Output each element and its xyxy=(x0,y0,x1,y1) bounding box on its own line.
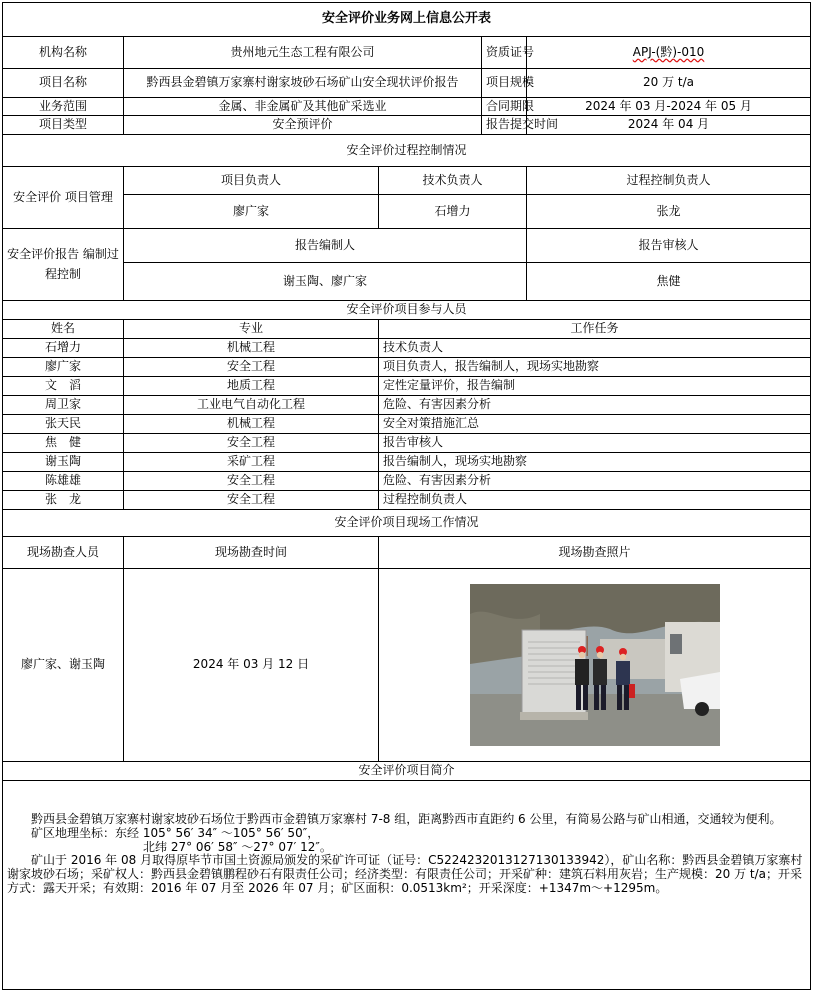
table-row xyxy=(3,453,811,472)
col-task: 工作任务 xyxy=(379,320,811,339)
project-name-value: 黔西县金碧镇万家寨村谢家坡砂石场矿山安全现状评价报告 xyxy=(124,69,482,98)
participant-task: 定性定量评价，报告编制 xyxy=(379,377,811,396)
table-row xyxy=(3,415,811,434)
org-value: 贵州地元生态工程有限公司 xyxy=(124,37,482,69)
participants-header: 安全评价项目参与人员 xyxy=(3,301,811,320)
page-title: 安全评价业务网上信息公开表 xyxy=(3,3,811,37)
participant-major: 地质工程 xyxy=(124,377,379,396)
contract-label: 合同期限 xyxy=(482,98,527,116)
pc-value: 张龙 xyxy=(527,195,811,229)
intro-coordinates-north: 北纬 27° 06′ 58″ ～27° 07′ 12″。 xyxy=(143,839,332,854)
participant-major: 采矿工程 xyxy=(124,453,379,472)
participant-task: 报告审核人 xyxy=(379,434,811,453)
table-row xyxy=(3,339,811,358)
mgmt-label: 安全评价 项目管理 xyxy=(3,167,124,229)
process-header: 安全评价过程控制情况 xyxy=(3,135,811,167)
participant-major: 工业电气自动化工程 xyxy=(124,396,379,415)
participant-major: 安全工程 xyxy=(124,491,379,510)
participant-major: 安全工程 xyxy=(124,472,379,491)
reviewer-label: 报告审核人 xyxy=(527,229,811,263)
participant-major: 机械工程 xyxy=(124,339,379,358)
participant-task: 危险、有害因素分析 xyxy=(379,396,811,415)
participant-name: 石增力 xyxy=(3,339,124,358)
participant-task: 危险、有害因素分析 xyxy=(379,472,811,491)
project-name-label: 项目名称 xyxy=(3,69,124,98)
reviewer-value: 焦健 xyxy=(527,263,811,301)
col-photo: 现场勘查照片 xyxy=(379,537,811,569)
pm-value: 廖广家 xyxy=(124,195,379,229)
participant-name: 文 滔 xyxy=(3,377,124,396)
tech-value: 石增力 xyxy=(379,195,527,229)
pc-label: 过程控制负责人 xyxy=(527,167,811,195)
col-name: 姓名 xyxy=(3,320,124,339)
participant-task: 安全对策措施汇总 xyxy=(379,415,811,434)
scale-value: 20 万 t/a xyxy=(527,69,811,98)
contract-value: 2024 年 03 月-2024 年 05 月 xyxy=(527,98,811,116)
participant-name: 谢玉陶 xyxy=(3,453,124,472)
submit-label: 报告提交时间 xyxy=(482,116,527,135)
site-header: 安全评价项目现场工作情况 xyxy=(3,510,811,537)
participant-name: 廖广家 xyxy=(3,358,124,377)
participant-major: 安全工程 xyxy=(124,434,379,453)
table-row xyxy=(3,358,811,377)
type-value: 安全预评价 xyxy=(124,116,482,135)
scope-value: 金属、非金属矿及其他矿采选业 xyxy=(124,98,482,116)
intro-coordinates-east: 矿区地理坐标：东经 105° 56′ 34″ ～105° 56′ 50″， xyxy=(31,825,320,840)
col-major: 专业 xyxy=(124,320,379,339)
table-row xyxy=(3,377,811,396)
site-time: 2024 年 03 月 12 日 xyxy=(124,569,379,762)
submit-value: 2024 年 04 月 xyxy=(527,116,811,135)
participant-name: 张天民 xyxy=(3,415,124,434)
report-label: 安全评价报告 编制过程控制 xyxy=(3,229,124,301)
participant-major: 机械工程 xyxy=(124,415,379,434)
author-value: 谢玉陶、廖广家 xyxy=(124,263,527,301)
intro-body xyxy=(3,781,811,990)
participant-task: 项目负责人，报告编制人，现场实地勘察 xyxy=(379,358,811,377)
participant-name: 张 龙 xyxy=(3,491,124,510)
cert-value: APJ-(黔)-010 xyxy=(632,44,705,59)
scale-label: 项目规模 xyxy=(482,69,527,98)
participant-task: 技术负责人 xyxy=(379,339,811,358)
scope-label: 业务范围 xyxy=(3,98,124,116)
table-row xyxy=(3,491,811,510)
table-row xyxy=(3,472,811,491)
col-people: 现场勘查人员 xyxy=(3,537,124,569)
site-people: 廖广家、谢玉陶 xyxy=(3,569,124,762)
participant-name: 焦 健 xyxy=(3,434,124,453)
pm-label: 项目负责人 xyxy=(124,167,379,195)
intro-paragraph: 黔西县金碧镇万家寨村谢家坡砂石场位于黔西市金碧镇万家寨村 7-8 组，距离黔西市直距约 6 公里，有简易公路与矿山相通，交通较为便利。 xyxy=(31,812,782,826)
site-photo xyxy=(470,584,720,746)
participant-name: 周卫家 xyxy=(3,396,124,415)
participant-major: 安全工程 xyxy=(124,358,379,377)
cert-label: 资质证号 xyxy=(482,37,527,69)
table-row xyxy=(3,434,811,453)
author-label: 报告编制人 xyxy=(124,229,527,263)
intro-header: 安全评价项目简介 xyxy=(3,762,811,781)
col-time: 现场勘查时间 xyxy=(124,537,379,569)
participant-name: 陈雄雄 xyxy=(3,472,124,491)
table-row xyxy=(3,396,811,415)
org-label: 机构名称 xyxy=(3,37,124,69)
participant-task: 过程控制负责人 xyxy=(379,491,811,510)
disclosure-table xyxy=(2,2,811,990)
type-label: 项目类型 xyxy=(3,116,124,135)
tech-label: 技术负责人 xyxy=(379,167,527,195)
participant-task: 报告编制人，现场实地勘察 xyxy=(379,453,811,472)
intro-paragraph: 矿山于 2016 年 08 月取得原毕节市国土资源局颁发的采矿许可证（证号：C5224232013127130133942），矿山名称：黔西县金碧镇万家寨村谢家坡砂石场；采矿权人：黔西县金碧镇鹏程砂石有限责任公司；经济类型：有限责任公司；开采矿种：建筑石料用灰岩；生产规模：20 万 t/a；开采方式：露天开采；有效期：2016 年 07 月至 2026 年 07 月；矿区面积：0.0513km²；开采深度：+1347m～+1295m。 xyxy=(7,853,803,895)
